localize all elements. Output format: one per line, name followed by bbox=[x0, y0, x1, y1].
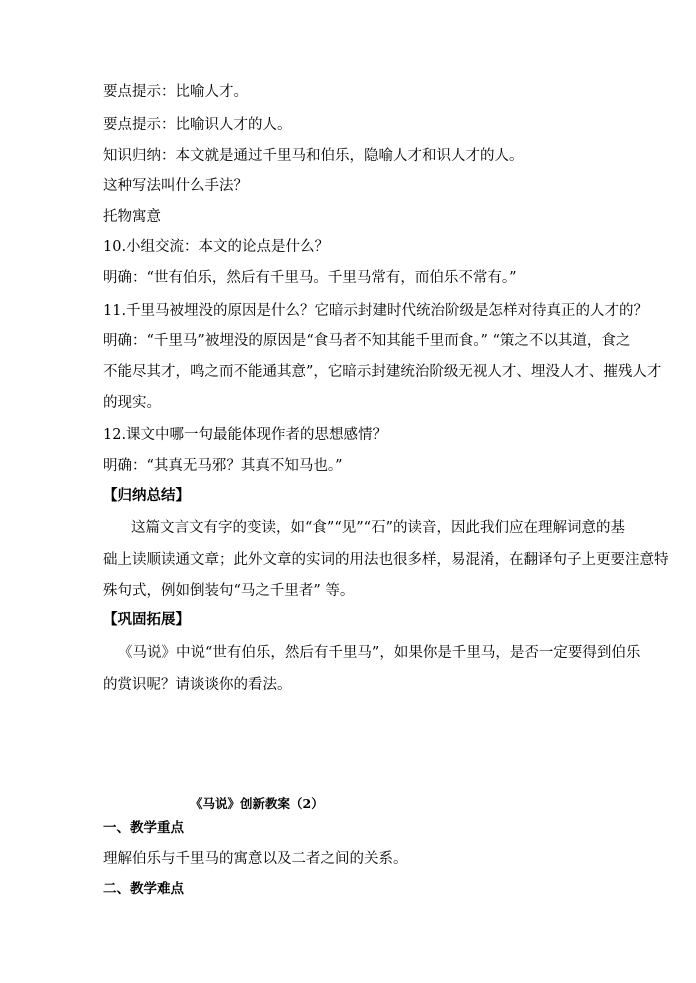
body-line: 这种写法叫什么手法？ bbox=[103, 178, 248, 194]
body-line: 11.千里马被埋没的原因是什么？它暗示封建时代统治阶级是怎样对待真正的人才的？ bbox=[103, 303, 649, 319]
body-line: 要点提示：比喻识人才的人。 bbox=[103, 117, 292, 133]
body-line: 明确：“千里马”被埋没的原因是“食马者不知其能千里而食。” “策之不以其道，食之 bbox=[103, 333, 631, 349]
body-line: 不能尽其才，鸣之而不能通其意”，它暗示封建统治阶级无视人才、埋没人才、摧残人才 bbox=[103, 364, 662, 380]
extension-line: 《马说》中说“世有伯乐，然后有千里马”，如果你是千里马，是否一定要得到伯乐 bbox=[118, 645, 641, 661]
summary-line: 这篇文言文有字的变读，如“食”“见”“石”的读音，因此我们应在理解词意的基 bbox=[131, 520, 625, 536]
body-line: 12.课文中哪一句最能体现作者的思想感情？ bbox=[103, 427, 388, 443]
body-line: 明确：“世有伯乐，然后有千里马。千里马常有，而伯乐不常有。” bbox=[103, 270, 517, 286]
body-line: 知识归纳：本文就是通过千里马和伯乐，隐喻人才和识人才的人。 bbox=[103, 148, 524, 164]
body-line: 10.小组交流：本文的论点是什么？ bbox=[103, 239, 330, 255]
extension-line: 的赏识呢？请谈谈你的看法。 bbox=[103, 677, 292, 693]
body-line: 明确：“其真无马邪？其真不知马也。” bbox=[103, 458, 343, 474]
section-heading-focus: 一、教学重点 bbox=[103, 820, 184, 836]
section-heading-difficulty: 二、教学难点 bbox=[103, 881, 184, 897]
extension-heading: 【巩固拓展】 bbox=[103, 611, 190, 628]
body-line: 的现实。 bbox=[103, 395, 161, 411]
summary-line: 础上读顺读通文章；此外文章的实词的用法也很多样，易混淆，在翻译句子上更要注意特 bbox=[103, 552, 669, 568]
body-line: 要点提示：比喻人才。 bbox=[103, 84, 248, 100]
section-text-focus: 理解伯乐与千里马的寓意以及二者之间的关系。 bbox=[103, 851, 408, 867]
summary-line: 殊句式，例如倒装句“马之千里者” 等。 bbox=[103, 583, 355, 599]
summary-heading: 【归纳总结】 bbox=[103, 487, 190, 504]
body-line: 托物寓意 bbox=[103, 209, 161, 225]
lesson-plan-title: 《马说》创新教案（2） bbox=[190, 796, 324, 811]
